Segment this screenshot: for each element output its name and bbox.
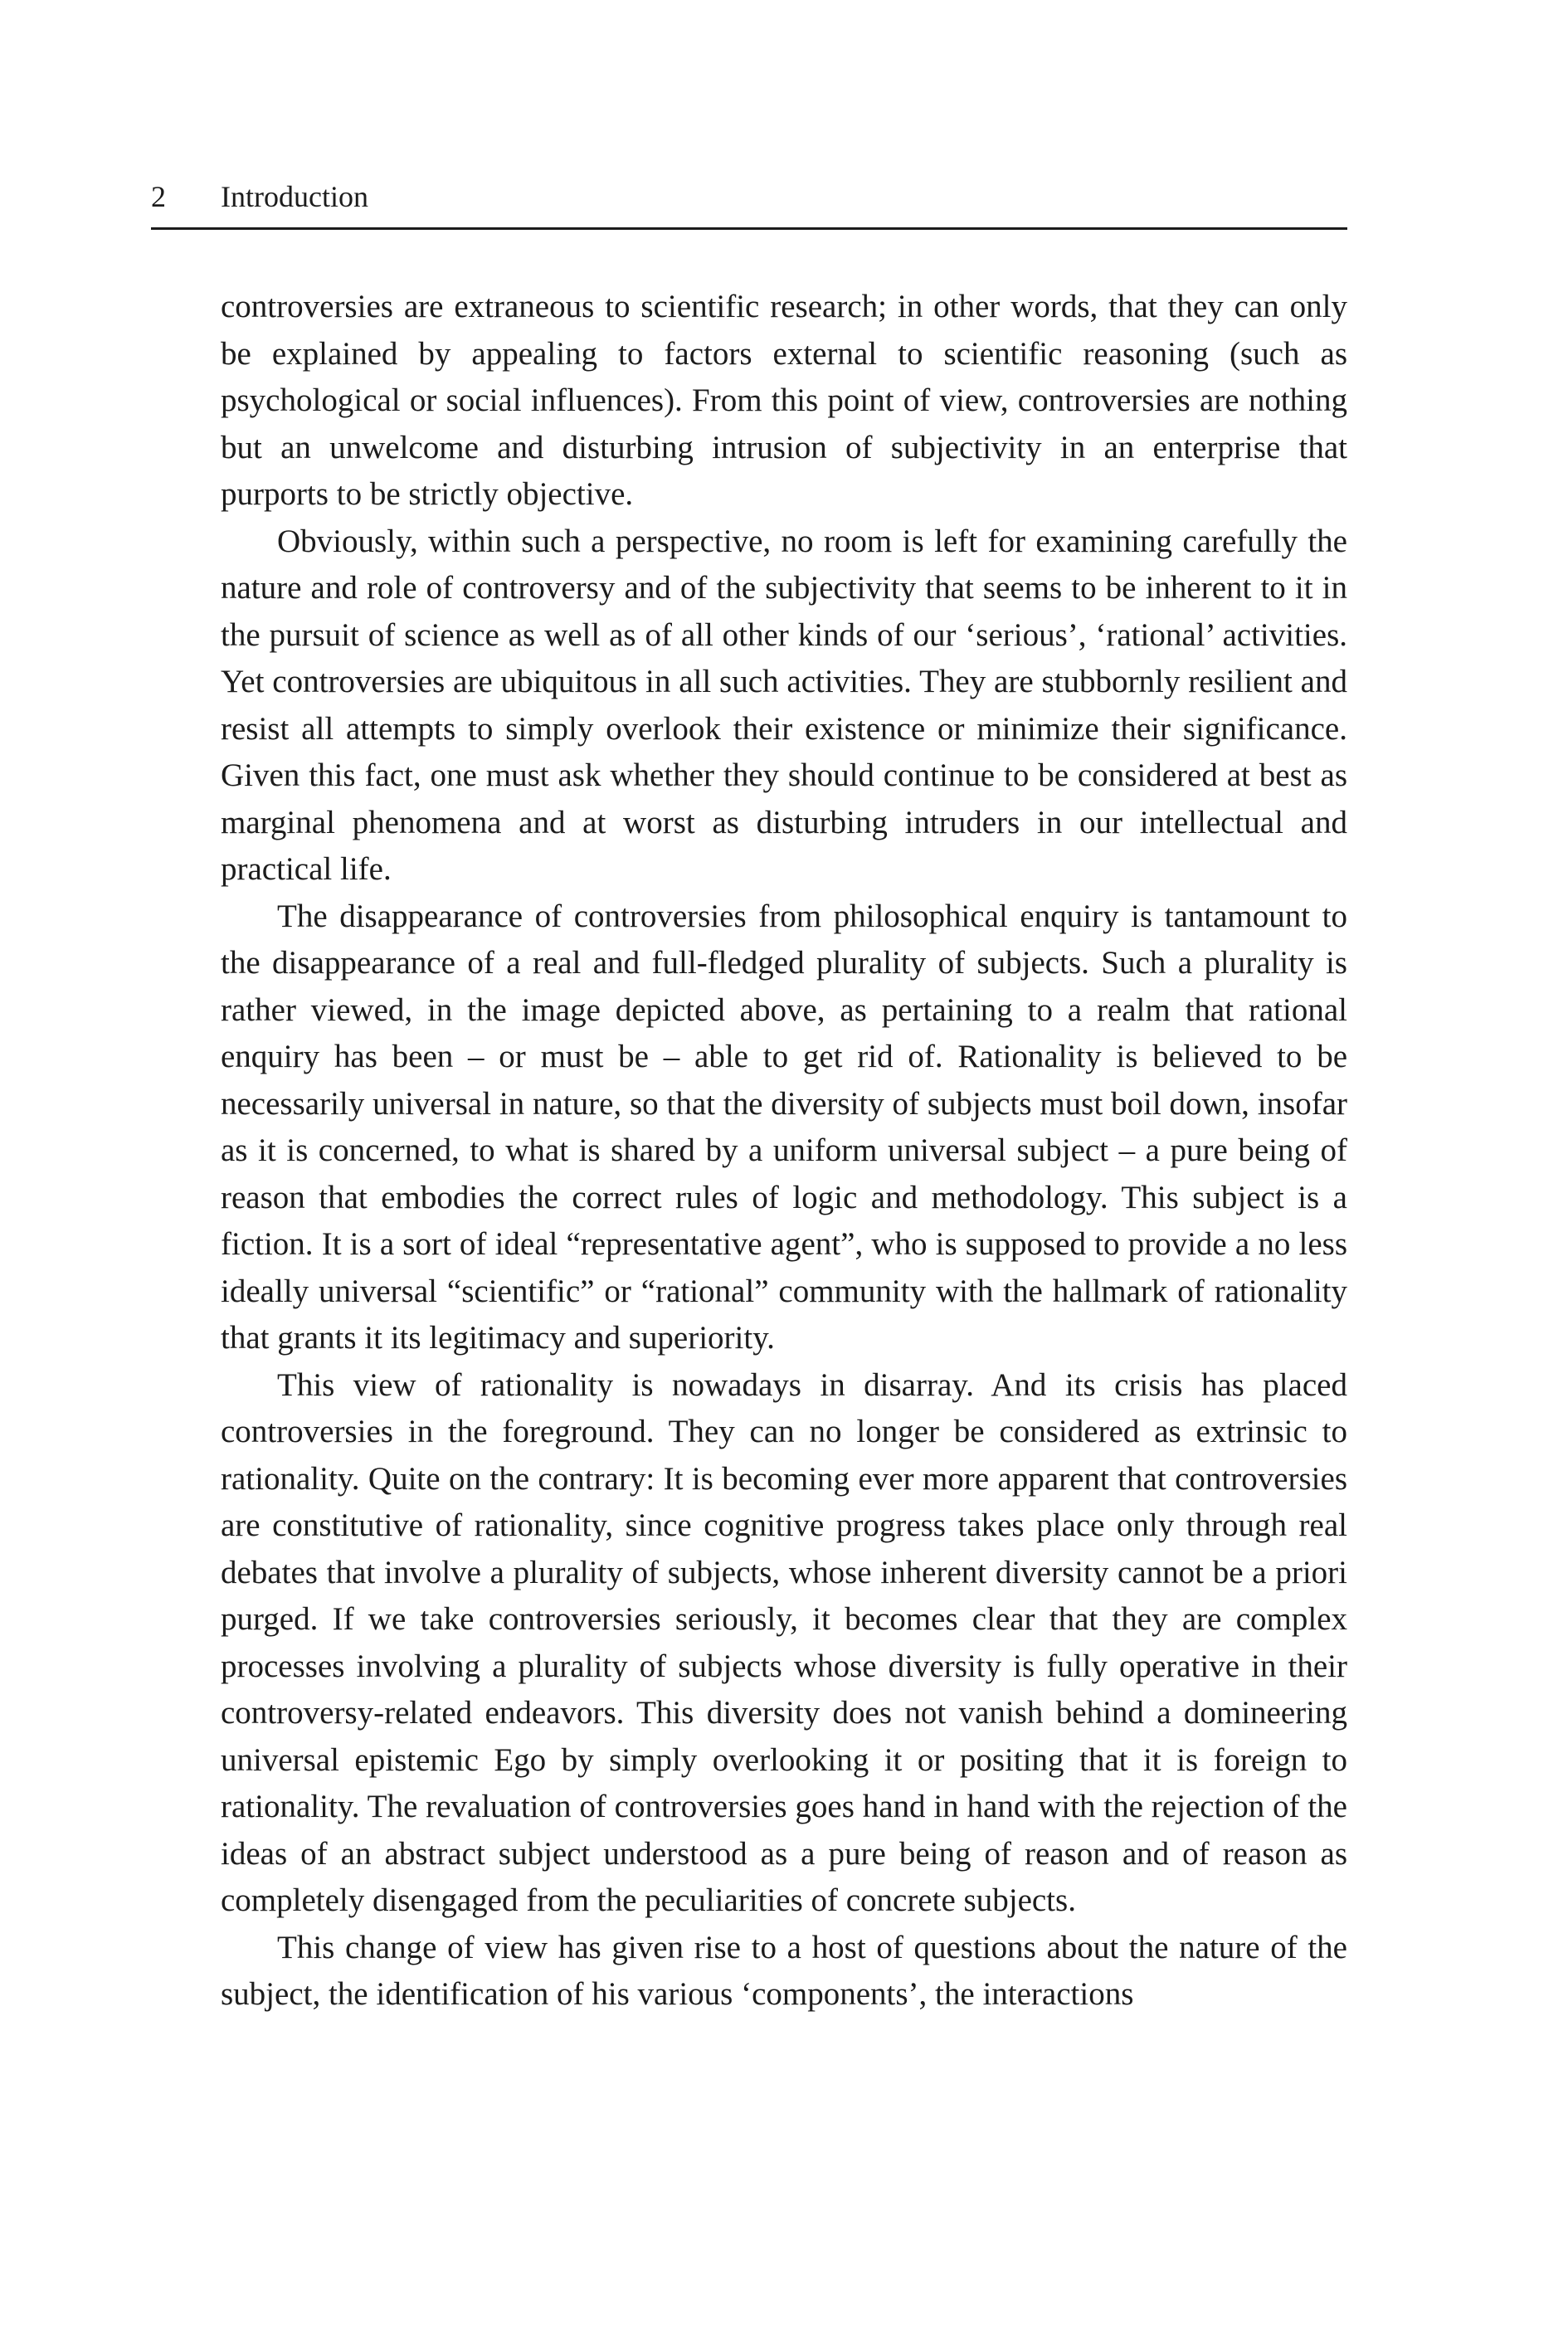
- paragraph: This view of rationality is nowadays in disarray. And its crisis has placed controversies in the foreground. They can no longer be considered as extrinsic to rationality. Quite on the contrary: It is becoming ever more apparent that controversies are constitutive of rationality, since cognitive progress takes place only through real debates that involve a plurality of subjects, whose inherent diversity cannot be a priori purged. If we take controversies seriously, it becomes clear that they are complex processes involving a plurality of subjects whose diversity is fully operative in their controversy-related endeavors. This diversity does not vanish behind a domineering universal epistemic Ego by simply overlooking it or positing that it is foreign to rationality. The revaluation of controversies goes hand in hand with the rejection of the ideas of an abstract subject understood as a pure being of reason and of reason as completely disengaged from the peculiarities of concrete subjects.: [221, 1366, 1347, 1918]
- paragraph: This change of view has given rise to a host of questions about the nature of the subject, the identification of his various ‘components’, the interactions: [221, 1929, 1347, 2012]
- running-head-title: Introduction: [221, 180, 368, 213]
- running-head: [151, 174, 1346, 224]
- paragraph: The disappearance of controversies from philosophical enquiry is tantamount to the disappearance of a real and full-fledged plurality of subjects. Such a plurality is rather viewed, in the image depicted above, as pertaining to a realm that rational enquiry has been – or must be – able to get rid of. Rationality is believed to be necessarily universal in nature, so that the diversity of subjects must boil down, insofar as it is concerned, to what is shared by a uniform universal subject – a pure being of reason that embodies the correct rules of logic and methodology. This subject is a fiction. It is a sort of ideal “representative agent”, who is supposed to provide a no less ideally universal “scientific” or “rational” community with the hallmark of rationality that grants it its legitimacy and superiority.: [221, 898, 1347, 1356]
- body-text: [221, 284, 1347, 2018]
- paragraph: Obviously, within such a perspective, no room is left for examining carefully the nature and role of controversy and of the subjectivity that seems to be inherent to it in the pursuit of science as well as of all other kinds of our ‘serious’, ‘rational’ activities. Yet controversies are ubiquitous in all such activities. They are stubbornly resilient and resist all attempts to simply overlook their existence or minimize their significance. Given this fact, one must ask whether they should continue to be considered at best as marginal phenomena and at worst as disturbing intruders in our intellectual and practical life.: [221, 523, 1347, 887]
- paragraph-continued: controversies are extraneous to scientific research; in other words, that they can only be explained by appealing to factors external to scientific reasoning (such as psychological or social influences). From this point of view, controversies are nothing but an unwelcome and disturbing intrusion of subjectivity in an enterprise that purports to be strictly objective.: [221, 289, 1347, 512]
- page-number: 2: [151, 180, 166, 213]
- header-rule: [151, 227, 1347, 230]
